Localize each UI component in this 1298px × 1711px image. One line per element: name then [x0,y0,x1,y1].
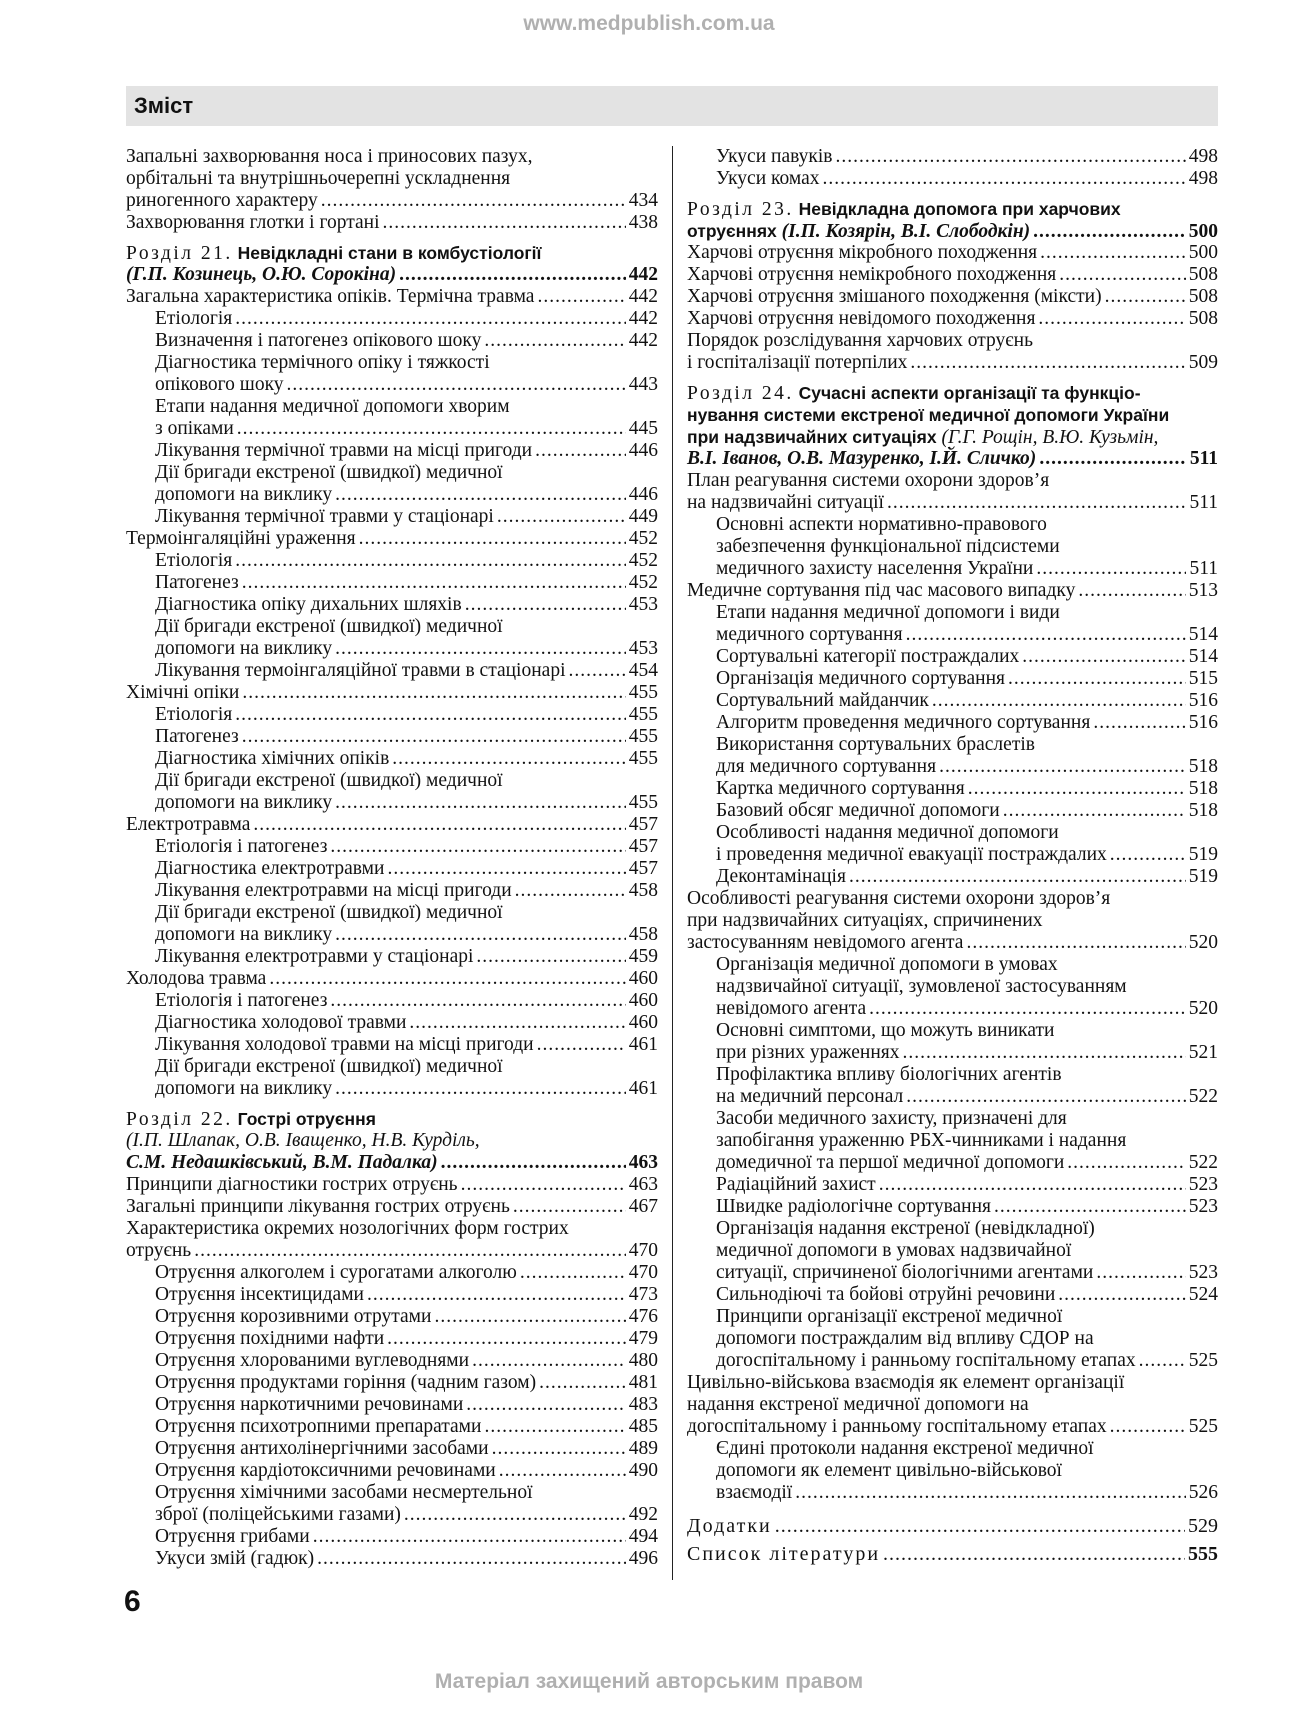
section-authors: (І.П. Шлапак, О.В. Іващенко, Н.В. Курділь, [126,1130,480,1151]
toc-entry[interactable]: Діагностика опіку дихальних шляхів ..... 453 [126,594,658,616]
toc-entry[interactable]: Отруєння алкоголем і сурогатами алкоголю ..... 470 [126,1262,658,1284]
site-url: www.medpublish.com.ua [523,12,775,35]
toc-entry[interactable]: Отруєння похідними нафти ..... 479 [126,1328,658,1350]
toc-entry[interactable]: Отруєння психотропними препаратами ..... 485 [126,1416,658,1438]
toc-line: запобігання ураженню РБХ-чинниками і надання [716,1130,1127,1151]
toc-line: Дії бригади екстреної (швидкої) медичної [155,1056,503,1077]
toc-entry[interactable]: Етіологія ..... 455 [126,704,658,726]
toc-entry[interactable]: Алгоритм проведення медичного сортування ..... 516 [687,712,1218,734]
toc-entry[interactable]: на надзвичайні ситуації ..... 511 [687,492,1218,514]
toc-entry[interactable]: Лікування термічної травми у стаціонарі ..... 449 [126,506,658,528]
toc-entry[interactable]: застосуванням невідомого агента ..... 520 [687,932,1218,954]
section-header-bar [126,86,1218,126]
toc-entry[interactable]: Сортувальні категорії постраждалих ..... 514 [687,646,1218,668]
toc-entry[interactable]: Деконтамінація ..... 519 [687,866,1218,888]
toc-line: Організація медичної допомоги в умовах [716,954,1058,975]
toc-entry[interactable]: Захворювання глотки і гортані ..... 438 [126,212,658,234]
section-heading: Розділ 24. Сучасні аспекти організації та функціо- [687,383,1141,404]
toc-entry[interactable]: допомоги на виклику ..... 461 [126,1078,658,1100]
toc-line: Засоби медичного захисту, призначені для [716,1108,1067,1129]
toc-entry[interactable]: з опіками ..... 445 [126,418,658,440]
toc-entry[interactable]: Організація медичного сортування ..... 515 [687,668,1218,690]
toc-literature[interactable]: Список літератури ..... 555 [687,1540,1218,1568]
toc-line: Дії бригади екстреної (швидкої) медичної [155,462,503,483]
toc-entry[interactable]: Укуси змій (гадюк) ..... 496 [126,1548,658,1570]
toc-entry[interactable]: медичного захисту населення України ..... 511 [687,558,1218,580]
toc-entry[interactable]: Хімічні опіки ..... 455 [126,682,658,704]
toc-entry[interactable]: отруєнь ..... 470 [126,1240,658,1262]
toc-line: Дії бригади екстреної (швидкої) медичної [155,616,503,637]
toc-entry[interactable]: Картка медичного сортування ..... 518 [687,778,1218,800]
toc-line: забезпечення функціональної підсистеми [716,536,1060,557]
toc-entry[interactable]: Лікування електротравми у стаціонарі ..... 459 [126,946,658,968]
toc-entry[interactable]: Харчові отруєння мікробного походження ..... 500 [687,242,1218,264]
toc-entry[interactable]: Отруєння наркотичними речовинами ..... 483 [126,1394,658,1416]
toc-entry[interactable]: Електротравма ..... 457 [126,814,658,836]
toc-entry[interactable]: медичного сортування ..... 514 [687,624,1218,646]
toc-entry[interactable]: Патогенез ..... 452 [126,572,658,594]
toc-entry[interactable]: догоспітальному і ранньому госпітальному етапах ..... 525 [687,1416,1218,1438]
section-authors[interactable]: (Г.П. Козинець, О.Ю. Сорокіна) ..... 442 [126,264,658,286]
toc-entry[interactable]: Радіаційний захист ..... 523 [687,1174,1218,1196]
toc-entry[interactable]: Етіологія і патогенез ..... 460 [126,990,658,1012]
copyright-notice: Матеріал захищений авторським правом [434,1670,864,1693]
toc-entry[interactable]: Харчові отруєння змішаного походження (міксти) ..... 508 [687,286,1218,308]
toc-entry[interactable]: Отруєння кардіотоксичними речовинами ..... 490 [126,1460,658,1482]
toc-right-column [687,146,1218,1568]
toc-entry[interactable]: Отруєння грибами ..... 494 [126,1526,658,1548]
toc-appendix[interactable]: Додатки ..... 529 [687,1512,1218,1540]
toc-line: надання екстреної медичної допомоги на [687,1394,1029,1415]
toc-entry[interactable]: Медичне сортування під час масового випадку ..... 513 [687,580,1218,602]
toc-entry[interactable]: на медичний персонал ..... 522 [687,1086,1218,1108]
toc-line: допомоги постраждалим від впливу СДОР на [716,1328,1094,1349]
toc-line: Запальні захворювання носа і приносових пазух, [126,146,533,167]
toc-entry[interactable]: Загальні принципи лікування гострих отруєнь ..... 467 [126,1196,658,1218]
toc-entry[interactable]: допомоги на виклику ..... 455 [126,792,658,814]
toc-entry[interactable]: Базовий обсяг медичної допомоги ..... 518 [687,800,1218,822]
toc-entry[interactable]: Лікування холодової травми на місці пригоди ..... 461 [126,1034,658,1056]
section-authors[interactable]: В.І. Іванов, О.В. Мазуренко, І.Й. Сличко) ..... 511 [687,448,1218,470]
toc-line: План реагування системи охорони здоров’я [687,470,1050,491]
toc-entry[interactable]: Харчові отруєння немікробного походження ..... 508 [687,264,1218,286]
toc-entry[interactable]: Визначення і патогенез опікового шоку ..... 442 [126,330,658,352]
toc-entry[interactable]: Діагностика холодової травми ..... 460 [126,1012,658,1034]
toc-line: Основні аспекти нормативно-правового [716,514,1047,535]
toc-line: надзвичайної ситуації, зумовленої застосуванням [716,976,1127,997]
section-authors[interactable]: отруєннях (І.П. Козярін, В.І. Слободкін) ..... 500 [687,220,1218,242]
toc-line: Принципи організації екстреної медичної [716,1306,1063,1327]
toc-line: при надзвичайних ситуаціях, спричинених [687,910,1043,931]
toc-entry[interactable]: Лікування термоінгаляційної травми в стаціонарі ..... 454 [126,660,658,682]
toc-entry[interactable]: допомоги на виклику ..... 458 [126,924,658,946]
toc-entry[interactable]: домедичної та першої медичної допомоги ..... 522 [687,1152,1218,1174]
section-heading: Розділ 23. Невідкладна допомога при харчових [687,199,1121,220]
toc-entry[interactable]: Отруєння хлорованими вуглеводнями ..... 480 [126,1350,658,1372]
section-authors[interactable]: С.М. Недашківський, В.М. Падалка) ..... 463 [126,1152,658,1174]
toc-line: Характеристика окремих нозологічних форм гострих [126,1218,569,1239]
toc-line: допомоги як елемент цивільно-військової [716,1460,1062,1481]
page-title: Зміст [134,93,194,118]
toc-line: медичної допомоги в умовах надзвичайної [716,1240,1072,1261]
toc-line: Профілактика впливу біологічних агентів [716,1064,1062,1085]
toc-entry[interactable]: Патогенез ..... 455 [126,726,658,748]
column-divider [672,146,673,1580]
section-heading: Розділ 22. Гострі отруєння [126,1109,376,1130]
toc-entry[interactable]: Отруєння інсектицидами ..... 473 [126,1284,658,1306]
toc-entry[interactable]: риногенного характеру ..... 434 [126,190,658,212]
page-number: 6 [124,1585,141,1618]
toc-entry[interactable]: Лікування електротравми на місці пригоди ..... 458 [126,880,658,902]
toc-entry[interactable]: Діагностика електротравми ..... 457 [126,858,658,880]
toc-entry[interactable]: Харчові отруєння невідомого походження ..... 508 [687,308,1218,330]
toc-entry[interactable]: Сортувальний майданчик ..... 516 [687,690,1218,712]
toc-line: Діагностика термічного опіку і тяжкості [155,352,490,373]
toc-entry[interactable]: Термоінгаляційні ураження ..... 452 [126,528,658,550]
toc-entry[interactable]: Лікування термічної травми на місці пригоди ..... 446 [126,440,658,462]
section-heading: при надзвичайних ситуаціях (Г.Г. Рощін, В.Ю. Кузьмін, [687,427,1159,448]
toc-entry[interactable]: допомоги на виклику ..... 446 [126,484,658,506]
toc-entry[interactable]: взаємодії ..... 526 [687,1482,1218,1504]
toc-entry[interactable]: Етіологія і патогенез ..... 457 [126,836,658,858]
toc-entry[interactable]: Укуси павуків ..... 498 [687,146,1218,168]
toc-entry[interactable]: Етіологія ..... 442 [126,308,658,330]
toc-entry[interactable]: Загальна характеристика опіків. Термічна травма ..... 442 [126,286,658,308]
toc-line: Отруєння хімічними засобами несмертельної [155,1482,533,1503]
toc-entry[interactable]: Діагностика хімічних опіків ..... 455 [126,748,658,770]
toc-line: Дії бригади екстреної (швидкої) медичної [155,770,503,791]
toc-line: Цивільно-військова взаємодія як елемент організації [687,1372,1125,1393]
toc-entry[interactable]: невідомого агента ..... 520 [687,998,1218,1020]
toc-entry[interactable]: при різних ураженнях ..... 521 [687,1042,1218,1064]
toc-entry[interactable]: Швидке радіологічне сортування ..... 523 [687,1196,1218,1218]
toc-line: Етапи надання медичної допомоги і види [716,602,1060,623]
toc-entry[interactable]: Укуси комах ..... 498 [687,168,1218,190]
toc-entry[interactable]: Принципи діагностики гострих отруєнь ..... 463 [126,1174,658,1196]
toc-entry[interactable]: і проведення медичної евакуації постраждалих ..... 519 [687,844,1218,866]
toc-entry[interactable]: опікового шоку ..... 443 [126,374,658,396]
toc-left-column [126,146,658,1570]
toc-line: орбітальні та внутрішньочерепні ускладнення [126,168,511,189]
toc-entry[interactable]: зброї (поліцейськими газами) ..... 492 [126,1504,658,1526]
toc-entry[interactable]: і госпіталізації потерпілих ..... 509 [687,352,1218,374]
toc-line: Єдині протоколи надання екстреної медичної [716,1438,1094,1459]
toc-entry[interactable]: Отруєння продуктами горіння (чадним газом) ..... 481 [126,1372,658,1394]
toc-entry[interactable]: допомоги на виклику ..... 453 [126,638,658,660]
toc-entry[interactable]: догоспітальному і ранньому госпітальному етапах ..... 525 [687,1350,1218,1372]
toc-line: Етапи надання медичної допомоги хворим [155,396,510,417]
toc-entry[interactable]: ситуації, спричиненої біологічними агентами ..... 523 [687,1262,1218,1284]
toc-entry[interactable]: для медичного сортування ..... 518 [687,756,1218,778]
toc-line: Основні симптоми, що можуть виникати [716,1020,1055,1041]
toc-line: Особливості реагування системи охорони здоров’я [687,888,1111,909]
toc-line: Використання сортувальних браслетів [716,734,1035,755]
toc-line: Дії бригади екстреної (швидкої) медичної [155,902,503,923]
toc-line: Порядок розслідування харчових отруєнь [687,330,1034,351]
toc-entry[interactable]: Сильнодіючі та бойові отруйні речовини ..... 524 [687,1284,1218,1306]
section-heading: Розділ 21. Невідкладні стани в комбустіології [126,243,542,264]
section-heading: нування системи екстреної медичної допомоги України [687,405,1170,425]
toc-line: Особливості надання медичної допомоги [716,822,1059,843]
toc-entry[interactable]: Етіологія ..... 452 [126,550,658,572]
toc-line: Організація надання екстреної (невідкладної) [716,1218,1095,1239]
toc-entry[interactable]: Холодова травма ..... 460 [126,968,658,990]
toc-entry[interactable]: Отруєння корозивними отрутами ..... 476 [126,1306,658,1328]
toc-entry[interactable]: Отруєння антихолінергічними засобами ..... 489 [126,1438,658,1460]
